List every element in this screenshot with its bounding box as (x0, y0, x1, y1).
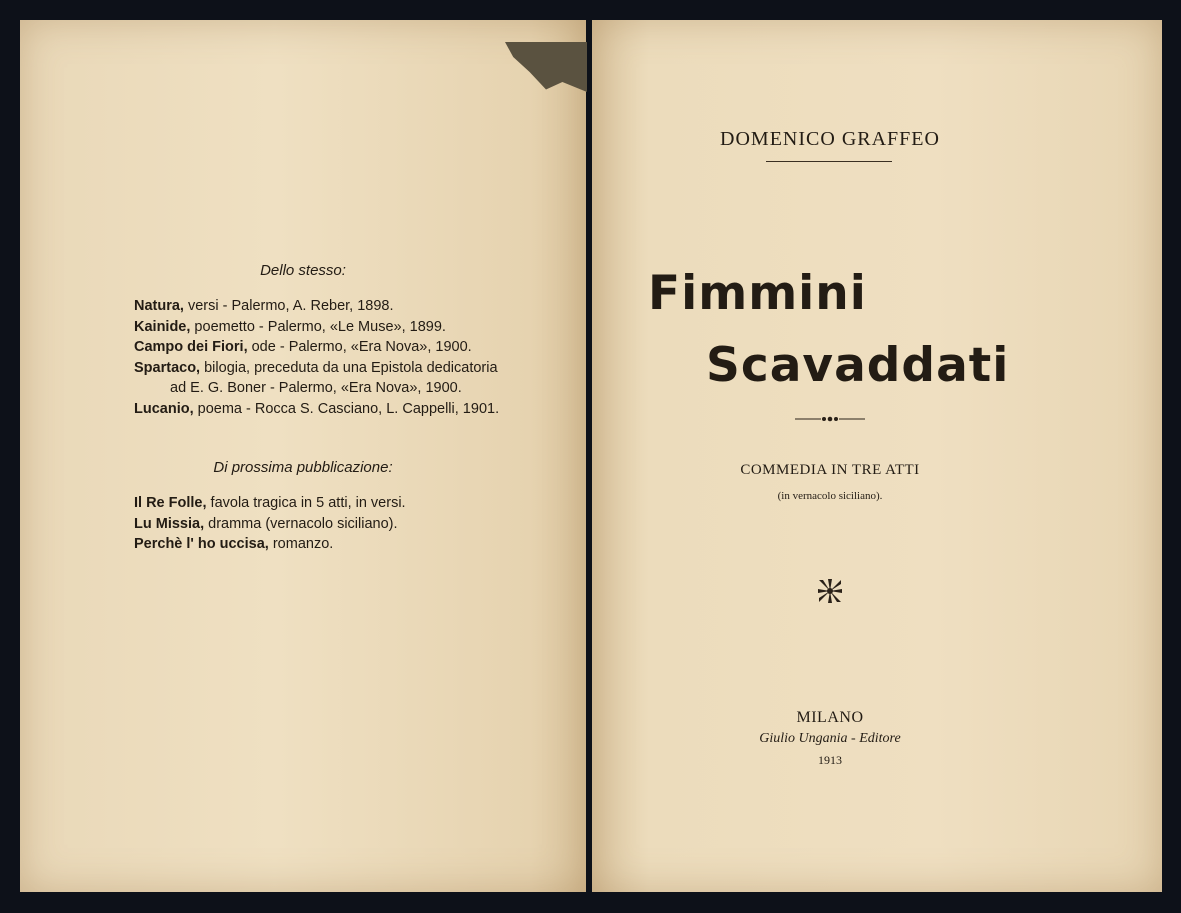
work-item (134, 337, 499, 358)
work-details: poema - Rocca S. Casciano, L. Cappelli, 1901. (193, 400, 500, 417)
work-title: Campo dei Fiori, (134, 339, 248, 355)
dialect-note: (in vernacolo siciliano). (777, 490, 883, 502)
imprint-year: 1913 (818, 753, 842, 767)
upcoming-item (134, 534, 406, 555)
work-item-continuation (134, 378, 499, 399)
work-details: poemetto - Palermo, «Le Muse», 1899. (190, 318, 446, 335)
work-details: ode - Palermo, «Era Nova», 1900. (247, 339, 472, 355)
author-name: DOMENICO GRAFFEO (720, 128, 940, 150)
work-title: Natura, (134, 298, 184, 314)
work-details: versi - Palermo, A. Reber, 1898. (183, 298, 394, 314)
work-item (134, 317, 499, 338)
work-details: bilogia, preceduta da una Epistola dedicatoria (200, 359, 498, 376)
work-details: romanzo. (268, 536, 334, 552)
work-title: Lu Missia, (134, 515, 205, 532)
work-title: Kainide, (134, 318, 191, 335)
work-title: Spartaco, (134, 359, 201, 376)
work-details: dramma (vernacolo siciliano). (204, 515, 398, 532)
author-rule (766, 161, 892, 162)
ornament-rule-icon (795, 413, 865, 425)
works-list (134, 296, 499, 419)
imprint-publisher: Giulio Ungania - Editore (759, 731, 901, 746)
work-title: Il Re Folle, (134, 495, 207, 511)
upcoming-item (134, 493, 406, 514)
upcoming-list (134, 493, 406, 555)
fleuron-icon (815, 576, 845, 606)
left-page (20, 20, 586, 892)
play-type: COMMEDIA IN TRE ATTI (740, 462, 920, 478)
heading-upcoming: Di prossima pubblicazione: (213, 459, 393, 476)
book-title-line1: Fimmini (648, 266, 867, 321)
work-item (134, 358, 499, 379)
work-details: favola tragica in 5 atti, in versi. (206, 495, 406, 511)
work-item (134, 399, 499, 420)
work-title: Perchè l' ho uccisa, (134, 536, 269, 552)
book-title-line2: Scavaddati (706, 338, 1010, 393)
work-item (134, 296, 499, 317)
work-details: ad E. G. Boner - Palermo, «Era Nova», 1900. (170, 380, 462, 396)
upcoming-item (134, 514, 406, 535)
work-title: Lucanio, (134, 400, 194, 417)
imprint-city: MILANO (796, 709, 864, 726)
heading-by-same-author: Dello stesso: (260, 262, 346, 279)
